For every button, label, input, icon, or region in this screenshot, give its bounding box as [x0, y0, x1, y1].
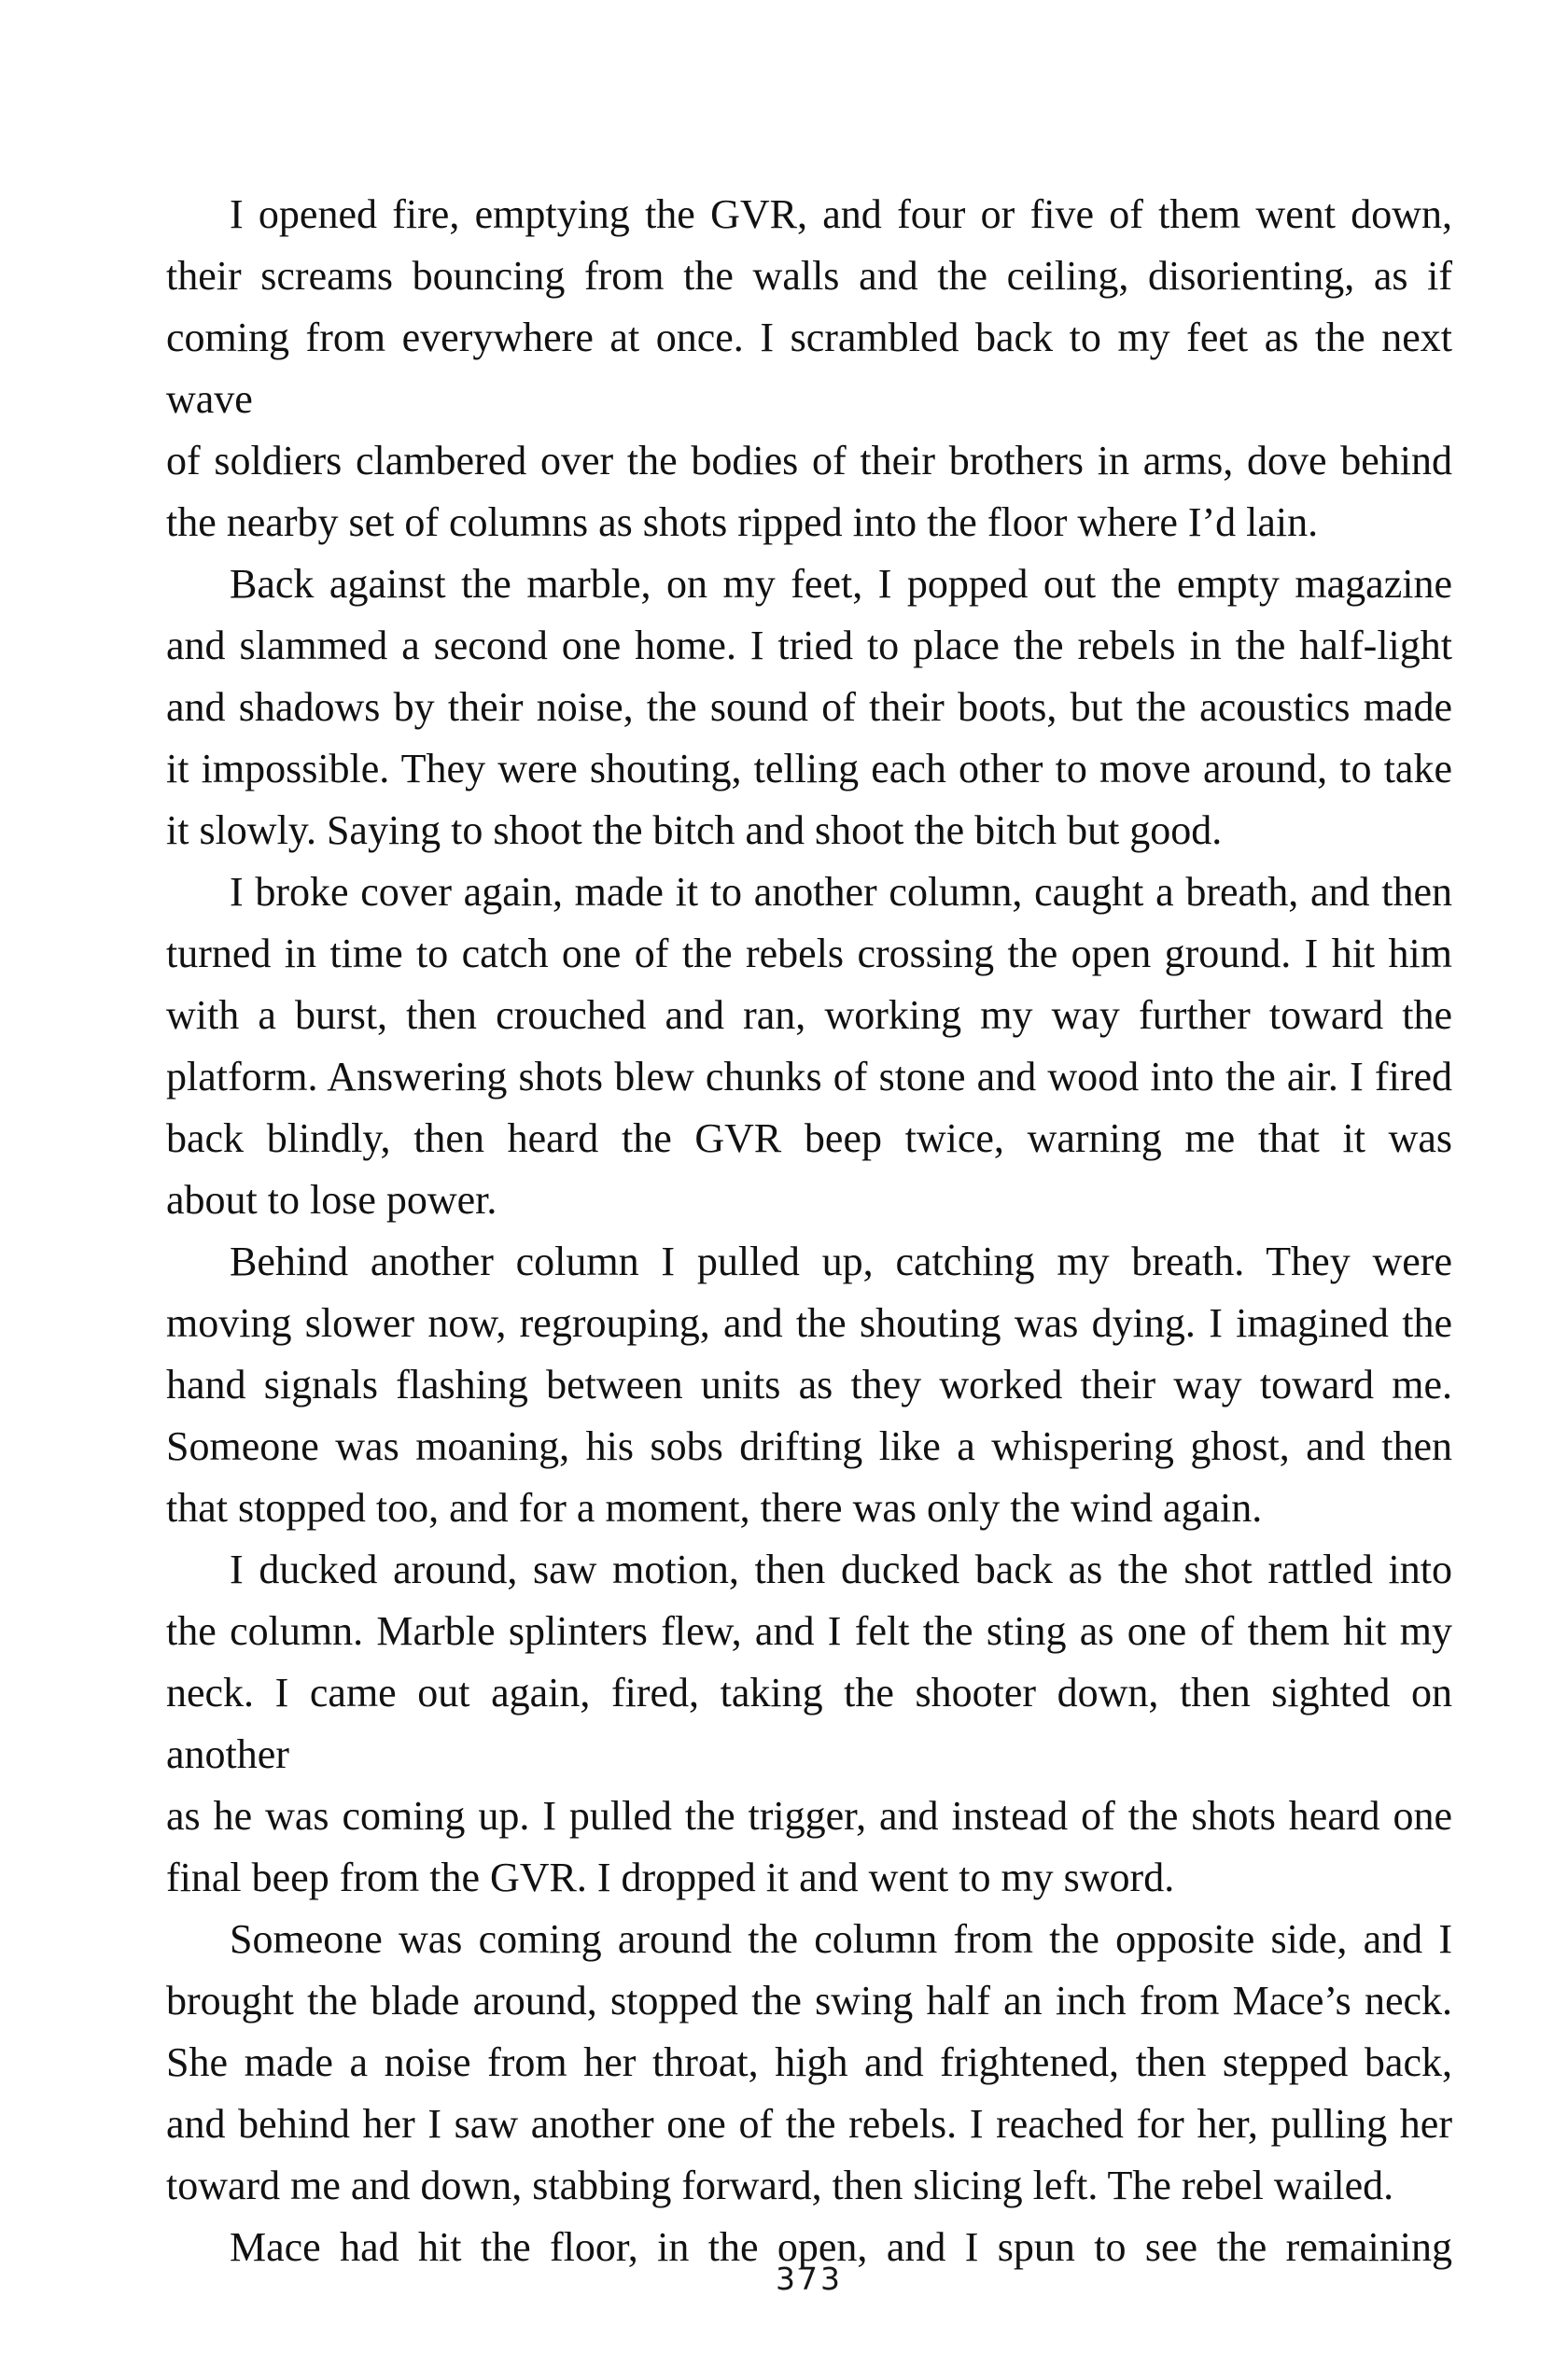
text-line: coming from everywhere at once. I scrambled back to my feet as the next wave [166, 315, 1452, 422]
text-line: Someone was moaning, his sobs drifting like a whispering ghost, and then [166, 1423, 1452, 1469]
paragraph [166, 1909, 1452, 2217]
body-text [166, 184, 1452, 2278]
paragraph [166, 553, 1452, 861]
text-line: it slowly. Saying to shoot the bitch and shoot the bitch but good. [166, 807, 1223, 853]
text-line: with a burst, then crouched and ran, working my way further toward the [166, 992, 1452, 1038]
paragraph [166, 861, 1452, 1231]
text-line: brought the blade around, stopped the swing half an inch from Mace’s neck. [166, 1978, 1452, 2024]
text-line: hand signals flashing between units as they worked their way toward me. [166, 1362, 1452, 1408]
text-line: Behind another column I pulled up, catching my breath. They were [230, 1239, 1452, 1284]
text-line: final beep from the GVR. I dropped it and went to my sword. [166, 1855, 1175, 1900]
text-line: She made a noise from her throat, high and frightened, then stepped back, [166, 2039, 1452, 2085]
text-line: back blindly, then heard the GVR beep twice, warning me that it was [166, 1115, 1452, 1161]
text-line: I ducked around, saw motion, then ducked back as the shot rattled into [230, 1547, 1452, 1592]
text-line: Someone was coming around the column from the opposite side, and I [230, 1916, 1452, 1962]
page-number: 373 [776, 2261, 843, 2297]
text-line: turned in time to catch one of the rebels crossing the open ground. I hit him [166, 931, 1452, 976]
text-line: moving slower now, regrouping, and the shouting was dying. I imagined the [166, 1300, 1452, 1346]
text-line: about to lose power. [166, 1177, 497, 1223]
text-line: it impossible. They were shouting, telling each other to move around, to take [166, 746, 1452, 791]
text-line: Mace had hit the floor, in the open, and I spun to see the remaining [230, 2224, 1452, 2270]
text-line: the nearby set of columns as shots ripped into the floor where I’d lain. [166, 499, 1319, 545]
text-line: their screams bouncing from the walls and the ceiling, disorienting, as if [166, 253, 1452, 299]
text-line: of soldiers clambered over the bodies of their brothers in arms, dove behind [166, 438, 1452, 483]
text-line: as he was coming up. I pulled the trigger, and instead of the shots heard one [166, 1793, 1452, 1839]
text-line: neck. I came out again, fired, taking the shooter down, then sighted on another [166, 1670, 1452, 1777]
paragraph [166, 1231, 1452, 1539]
paragraph [166, 184, 1452, 553]
text-line: and slammed a second one home. I tried to place the rebels in the half-light [166, 623, 1452, 668]
text-line: and shadows by their noise, the sound of their boots, but the acoustics made [166, 684, 1452, 730]
text-line: Back against the marble, on my feet, I popped out the empty magazine [230, 561, 1452, 607]
paragraph [166, 1539, 1452, 1909]
text-line: I opened fire, emptying the GVR, and four or five of them went down, [230, 191, 1452, 237]
text-line: I broke cover again, made it to another column, caught a breath, and then [230, 869, 1452, 915]
text-line: the column. Marble splinters flew, and I felt the sting as one of them hit my [166, 1608, 1452, 1654]
text-line: and behind her I saw another one of the rebels. I reached for her, pulling her [166, 2101, 1452, 2147]
text-line: platform. Answering shots blew chunks of stone and wood into the air. I fired [166, 1054, 1452, 1099]
text-line: that stopped too, and for a moment, there was only the wind again. [166, 1485, 1263, 1531]
text-line: toward me and down, stabbing forward, then slicing left. The rebel wailed. [166, 2163, 1394, 2208]
